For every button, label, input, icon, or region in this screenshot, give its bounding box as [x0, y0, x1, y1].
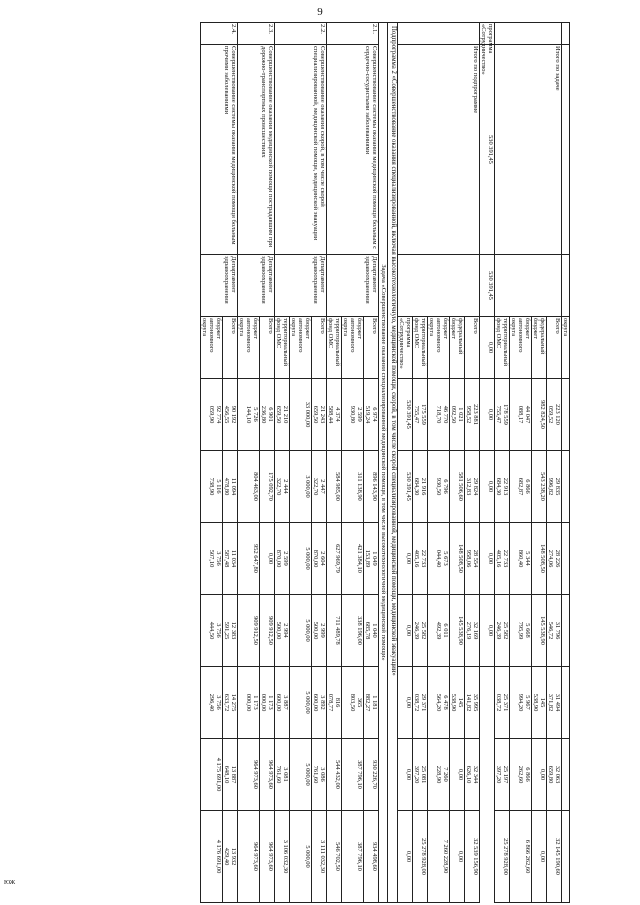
amount-cell: 13 932 429,40 [223, 811, 238, 903]
amount-cell: 0,00 [260, 523, 275, 595]
executor: Департамент здравоохранения [238, 255, 275, 317]
amount-cell: 5 726 144,10 [238, 379, 260, 451]
amount-cell: 32 063 659,80 [547, 739, 562, 811]
amount-cell: 2 999 500,00 [312, 595, 327, 667]
funding-source: территориальный фонд ОМС [413, 317, 428, 379]
table-row [388, 23, 398, 903]
table-row [547, 23, 562, 903]
amount-cell: 6 796 930,50 [428, 451, 450, 523]
amount-cell: 816 078,77 [327, 667, 342, 739]
table-body [201, 23, 570, 903]
budget-table [200, 22, 570, 903]
funding-source: Всего [260, 317, 275, 379]
amount-cell: 223 881 958,52 [465, 379, 480, 451]
amount-cell: 35 995 141,82 [465, 667, 480, 739]
amount-cell: 5 668 795,99 [510, 595, 532, 667]
amount-cell: 530 391,45 [480, 255, 495, 317]
amount-cell: 964 973,60 [260, 739, 275, 811]
amount-cell: 4 374 588,44 [327, 379, 342, 451]
measure-name: Совершенствование оказания скорой, в том числе скорой специализированной, медицинской помощи, медицинской эвакуации [275, 45, 327, 255]
amount-cell: 32 145 190,60 [547, 811, 562, 903]
rotated-table-container [115, 22, 570, 882]
amount-cell: 28 226 274,06 [547, 523, 562, 595]
amount-cell: 175 092,70 [260, 451, 275, 523]
amount-cell: 0,00 [532, 811, 547, 903]
amount-cell: 530 391,45 [398, 451, 413, 523]
amount-cell: 22 733 405,16 [413, 523, 428, 595]
amount-cell: 0,00 [480, 317, 495, 379]
amount-cell: 3 756 444,50 [201, 595, 223, 667]
amount-cell: 5 000,00 [290, 523, 312, 595]
amount-cell: 3 756 507,10 [201, 523, 223, 595]
empty-cell [562, 255, 570, 317]
amount-cell: 544 432,00 [327, 739, 342, 811]
amount-cell: 25 371 038,72 [495, 667, 510, 739]
funding-source: территориальный фонд ОМС [327, 317, 342, 379]
amount-cell: 33 000,00 [290, 379, 312, 451]
row-number [398, 23, 480, 45]
funding-source: бюджет автономного округа [510, 317, 532, 379]
amount-cell: 31 796 546,72 [547, 595, 562, 667]
amount-cell: 5 000,00 [290, 595, 312, 667]
amount-cell: 1 181 882,27 [364, 667, 379, 739]
amount-cell: 32 169 276,19 [465, 595, 480, 667]
amount-cell: 7 260 228,90 [428, 739, 450, 811]
table-row [364, 23, 379, 903]
amount-cell: 0,00 [450, 739, 465, 811]
executor: Департамент здравоохранения [275, 255, 327, 317]
amount-cell: 3 756 296,40 [201, 667, 223, 739]
amount-cell: 1 173 000,00 [260, 667, 275, 739]
amount-cell: 29 371 038,72 [413, 667, 428, 739]
funding-source: программа «Сотрудничество» [480, 24, 494, 75]
amount-cell: 5 000,00 [290, 811, 312, 903]
executor: Департамент здравоохранения [201, 255, 238, 317]
amount-cell: 982 824,50 [532, 379, 547, 451]
amount-cell: 178 559 755,47 [495, 379, 510, 451]
amount-cell: 90 192 456,55 [223, 379, 238, 451]
amount-cell: 530 391,45 [398, 379, 413, 451]
amount-cell: 0,00 [480, 523, 495, 595]
amount-cell: 28 554 958,06 [465, 523, 480, 595]
measure-name: Совершенствование системы оказания медицинской помощи больным прочими заболеваниями [201, 45, 238, 255]
funding-source: Всего [312, 317, 327, 379]
amount-cell: 2 447 322,70 [312, 451, 327, 523]
amount-cell: 581 506,60 [450, 451, 465, 523]
amount-cell: 2 599 930,80 [342, 379, 364, 451]
funding-source: территориальный фонд ОМС [495, 317, 510, 379]
amount-cell: 338 196,00 [342, 595, 364, 667]
table-row [223, 23, 238, 903]
amount-cell: 3 106 032,30 [275, 811, 290, 903]
table-row [562, 23, 570, 903]
amount-cell: 934 498,60 [364, 811, 379, 903]
measure-name: Совершенствование оказания медицинской помощи пострадавшим при дорожно-транспортных происшествиях [238, 45, 275, 255]
amount-cell: 543 238,20 [532, 451, 547, 523]
amount-cell: 964 973,60 [238, 739, 260, 811]
amount-cell: 29 835 996,82 [547, 451, 562, 523]
funding-source: бюджет автономного округа [238, 317, 260, 379]
funding-source: программа «Сотрудничество» [398, 317, 413, 379]
funding-source: бюджет автономного округа [290, 317, 312, 379]
amount-cell: 6 866 682,87 [510, 451, 532, 523]
amount-cell: 311 138,90 [342, 451, 364, 523]
amount-cell: 4 175 691,00 [201, 739, 223, 811]
amount-cell: 32 539 156,90 [465, 811, 480, 903]
amount-cell: 22 913 684,30 [495, 451, 510, 523]
amount-cell: 3 111 032,30 [312, 811, 327, 903]
amount-cell: 3 081 761,60 [275, 739, 290, 811]
amount-cell: 1 040 685,78 [364, 595, 379, 667]
funding-source: округа [562, 317, 570, 379]
amount-cell: 21 243 659,50 [312, 379, 327, 451]
amount-cell: 5 344 860,40 [510, 523, 532, 595]
funding-source: Всего [465, 317, 480, 379]
amount-cell: 0,00 [450, 811, 465, 903]
empty-cell [562, 23, 570, 45]
amount-cell: 930 226,70 [364, 739, 379, 811]
amount-cell: 25 582 246,39 [495, 595, 510, 667]
amount-cell: 365 803,50 [342, 667, 364, 739]
amount-cell: 964 973,60 [260, 811, 275, 903]
amount-cell: 21 210 659,50 [275, 379, 290, 451]
amount-cell: 909 912,50 [238, 595, 260, 667]
funding-source: бюджет автономного округа [201, 317, 223, 379]
funding-source: Всего [223, 317, 238, 379]
amount-cell: 31 494 371,82 [547, 667, 562, 739]
amount-cell [562, 739, 570, 811]
amount-cell: 387 796,10 [342, 739, 364, 811]
amount-cell: 387 796,10 [342, 811, 364, 903]
amount-cell [562, 667, 570, 739]
amount-cell: 3 892 600,00 [312, 667, 327, 739]
amount-cell: 25 278 928,00 [495, 811, 510, 903]
amount-cell: 909 912,50 [260, 595, 275, 667]
row-number: 2.2. [275, 23, 327, 45]
page-number: 9 [317, 6, 323, 18]
funding-source: бюджет автономного округа [342, 317, 364, 379]
amount-cell: 3 000,00 [290, 451, 312, 523]
amount-cell: 1 021 092,50 [450, 379, 465, 451]
amount-cell: 952 647,80 [238, 523, 260, 595]
funding-source: федеральный бюджет [532, 317, 547, 379]
amount-cell: 3 086 761,60 [312, 739, 327, 811]
amount-cell: 25 278 928,00 [413, 811, 428, 903]
amount-cell: 0,00 [398, 523, 413, 595]
amount-cell: 145 538,90 [532, 595, 547, 667]
amount-cell: 46 770 718,70 [428, 379, 450, 451]
measure-name: Совершенствование системы оказания медицинской помощи больным с сердечно-сосудистыми заболеваниями [327, 45, 379, 255]
amount-cell: 22 733 405,16 [495, 523, 510, 595]
funding-source: Всего [547, 317, 562, 379]
amount-cell: 1 049 153,89 [364, 523, 379, 595]
funding-source: федеральный бюджет [450, 317, 465, 379]
amount-cell: 145 538,90 [450, 667, 465, 739]
row-number [495, 23, 562, 45]
measure-name: Итого по подпрограмме [398, 45, 480, 255]
amount-cell: 92 774 059,90 [201, 379, 223, 451]
empty-cell [562, 45, 570, 255]
amount-cell: 530 391,45 [480, 45, 495, 255]
funding-source: территориальный фонд ОМС [275, 317, 290, 379]
amount-cell: 223 120 059,52 [547, 379, 562, 451]
amount-cell: 421 384,10 [342, 523, 364, 595]
footer-mark: ЮЖ [4, 880, 16, 886]
amount-cell: 0,00 [398, 739, 413, 811]
amount-cell: 145 538,90 [450, 595, 465, 667]
amount-cell: 584 985,00 [327, 451, 342, 523]
amount-cell: 6 478 564,20 [428, 667, 450, 739]
amount-cell: 6 866 262,60 [510, 811, 532, 903]
amount-cell: 5 116 738,90 [201, 451, 223, 523]
amount-cell: 0,00 [398, 667, 413, 739]
executor: Департамент здравоохранения [327, 255, 379, 317]
amount-cell: 6 974 519,24 [364, 379, 379, 451]
amount-cell: 5 000,00 [290, 667, 312, 739]
row-number: 2.1. [327, 23, 379, 45]
table-row [260, 23, 275, 903]
row-number: 2.4. [201, 23, 238, 45]
amount-cell [562, 811, 570, 903]
task-heading: Задача «Совершенствование оказания специализированной медицинской помощи, в том числе высокотехнологичной медицинской помощи» [379, 23, 388, 903]
amount-cell: 2 994 500,00 [275, 595, 290, 667]
amount-cell: 0,00 [480, 451, 495, 523]
amount-cell: 175 559 755,47 [413, 379, 428, 451]
amount-cell: 5 967 994,20 [510, 667, 532, 739]
amount-cell: 964 973,60 [238, 811, 260, 903]
amount-cell: 627 969,79 [327, 523, 342, 595]
amount-cell: 0,00 [480, 379, 495, 451]
amount-cell: 6 011 492,39 [428, 595, 450, 667]
amount-cell: 2 604 870,00 [312, 523, 327, 595]
amount-cell: 148 508,50 [450, 523, 465, 595]
amount-cell: 896 143,90 [364, 451, 379, 523]
amount-cell: 546 702,50 [327, 811, 342, 903]
subprogram-heading: Подпрограмма 2 «Совершенствование оказания специализированной, включая высокотехнологичную, медицинской помощи, скорой, в том числе скорой специализированной, медицинской помощи, медицинской эвакуации» [388, 23, 398, 903]
amount-cell: 14 275 633,72 [223, 667, 238, 739]
amount-cell [562, 595, 570, 667]
amount-cell: 5 000,00 [290, 739, 312, 811]
amount-cell: 145 538,90 [532, 667, 547, 739]
amount-cell: 148 508,50 [532, 523, 547, 595]
table-row [379, 23, 388, 903]
amount-cell: 0,00 [532, 739, 547, 811]
amount-cell: 2 599 870,00 [275, 523, 290, 595]
amount-cell: 25 582 246,39 [413, 595, 428, 667]
table-row [312, 23, 327, 903]
executor [495, 255, 562, 317]
table-row [465, 23, 480, 903]
amount-cell: 11 034 587,48 [223, 523, 238, 595]
amount-cell: 3 887 600,00 [275, 667, 290, 739]
amount-cell: 2 444 322,70 [275, 451, 290, 523]
amount-cell: 11 094 478,80 [223, 451, 238, 523]
measure-name: Итого по задаче [495, 45, 562, 255]
amount-cell: 13 887 648,10 [223, 739, 238, 811]
amount-cell: 4 176 691,00 [201, 811, 223, 903]
amount-cell: 29 824 312,83 [465, 451, 480, 523]
amount-cell: 0,00 [480, 595, 495, 667]
amount-cell: 21 916 684,30 [413, 451, 428, 523]
amount-cell: 25 197 397,20 [495, 739, 510, 811]
executor [398, 255, 480, 317]
amount-cell [562, 451, 570, 523]
amount-cell: 0,00 [398, 811, 413, 903]
funding-source: бюджет автономного округа [428, 317, 450, 379]
amount-cell: 6 901 236,80 [260, 379, 275, 451]
amount-cell: 804 463,00 [238, 451, 260, 523]
row-number: 2.3. [238, 23, 275, 45]
amount-cell: 6 866 262,60 [510, 739, 532, 811]
amount-cell: 25 081 397,20 [413, 739, 428, 811]
amount-cell: 0,00 [398, 595, 413, 667]
amount-cell: 44 047 088,17 [510, 379, 532, 451]
amount-cell: 5 673 044,40 [428, 523, 450, 595]
table-row [480, 23, 495, 903]
funding-source: Всего [364, 317, 379, 379]
amount-cell: 12 383 591,25 [223, 595, 238, 667]
amount-cell [562, 379, 570, 451]
amount-cell: 711 489,78 [327, 595, 342, 667]
amount-cell: 32 344 626,10 [465, 739, 480, 811]
amount-cell [562, 523, 570, 595]
amount-cell: 1 173 000,00 [238, 667, 260, 739]
amount-cell: 7 260 228,90 [428, 811, 450, 903]
